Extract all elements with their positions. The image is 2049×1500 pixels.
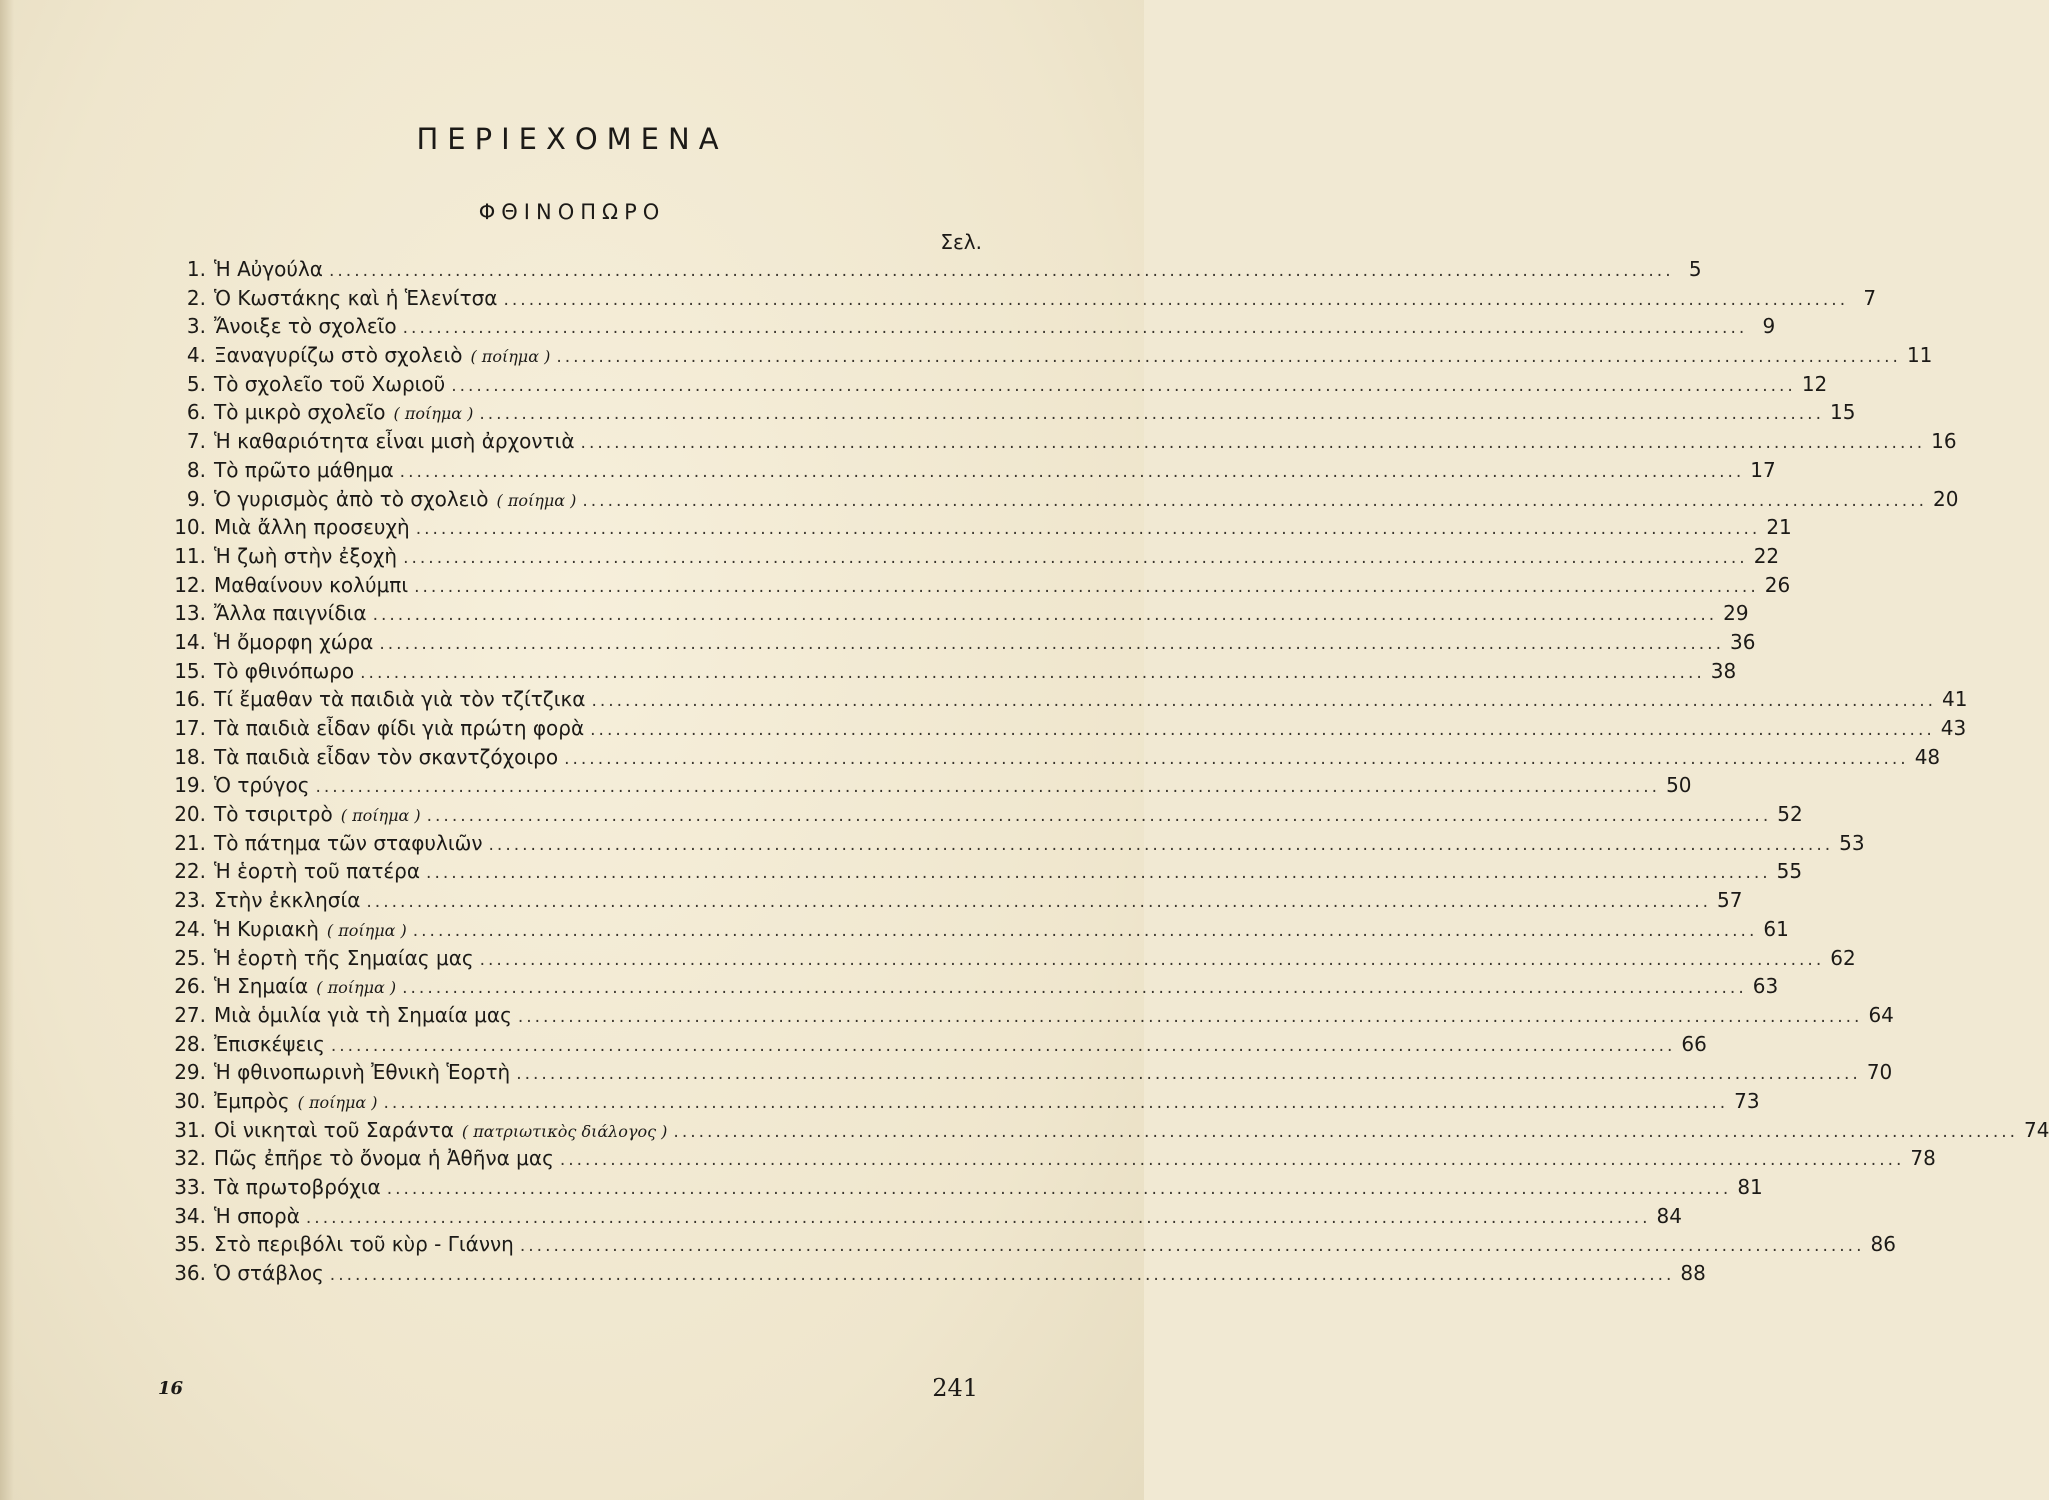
entry-title: Ἄλλα παιγνίδια xyxy=(214,601,367,626)
entry-title: Ἄνοιξε τὸ σχολεῖο xyxy=(214,314,397,339)
entry-note: ( πατριωτικὸς διάλογος ) xyxy=(461,1121,668,1141)
page-binding-edge xyxy=(0,0,14,1500)
entry-number: 20. xyxy=(174,802,206,827)
entry-title: Τί ἔμαθαν τὰ παιδιὰ γιὰ τὸν τζίτζικα xyxy=(214,687,586,712)
toc-entry xyxy=(150,915,1789,944)
entry-page: 64 xyxy=(1868,1002,1894,1027)
entry-title: Ἡ ἑορτὴ τοῦ πατέρα xyxy=(214,859,421,884)
entry-page: 16 xyxy=(1931,429,1957,454)
toc-entry xyxy=(150,714,1967,743)
toc-entry xyxy=(150,628,1756,657)
entry-title: Ἡ Κυριακὴ xyxy=(214,916,319,941)
entry-title: Ἡ ἑορτὴ τῆς Σημαίας μας xyxy=(214,945,474,970)
entry-note: ( ποίημα ) xyxy=(326,920,407,940)
dot-leader: ................................................................................................................................................................ xyxy=(517,1006,1863,1027)
dot-leader: ................................................................................................................................................................ xyxy=(403,547,1748,568)
dot-leader: ................................................................................................................................................................ xyxy=(412,920,1758,941)
entry-page: 36 xyxy=(1729,629,1756,654)
dot-leader: ................................................................................................................................................................ xyxy=(399,461,1745,482)
entry-title: Τὰ πρωτοβρόχια xyxy=(214,1175,381,1199)
page-title: ΠΕΡΙΕΧΟΜΕΝΑ xyxy=(416,122,728,156)
dot-leader: ................................................................................................................................................................ xyxy=(330,1035,1676,1056)
entry-number: 29. xyxy=(174,1060,206,1085)
entry-number: 17. xyxy=(174,716,206,740)
entry-number: 4. xyxy=(186,343,206,368)
entry-page: 26 xyxy=(1764,572,1791,597)
entry-number: 24. xyxy=(174,916,206,941)
toc-entry xyxy=(150,485,1959,514)
entry-number: 13. xyxy=(174,601,206,626)
dot-leader: ................................................................................................................................................................ xyxy=(386,1179,1732,1199)
entry-page: 78 xyxy=(1910,1146,1936,1171)
entry-title: Ἐμπρὸς xyxy=(214,1088,290,1113)
entry-note: ( ποίημα ) xyxy=(393,404,474,424)
toc-entry xyxy=(150,255,1702,284)
entry-number: 28. xyxy=(174,1031,206,1056)
entry-number: 7. xyxy=(186,429,206,454)
entry-title: Ἡ καθαριότητα εἶναι μισὴ ἀρχοντιὰ xyxy=(214,429,575,454)
entry-page: 9 xyxy=(1762,314,1776,339)
dot-leader: ................................................................................................................................................................ xyxy=(516,1064,1861,1085)
dot-leader: ................................................................................................................................................................ xyxy=(379,633,1724,654)
toc-entry xyxy=(150,1030,1707,1059)
entry-page: 84 xyxy=(1656,1203,1682,1228)
entry-title: Ἡ φθινοπωρινὴ Ἐθνικὴ Ἑορτὴ xyxy=(214,1060,511,1085)
toc-entry xyxy=(150,341,1933,370)
entry-page: 86 xyxy=(1870,1232,1896,1257)
entry-number: 6. xyxy=(186,400,206,425)
entry-note: ( ποίημα ) xyxy=(496,490,577,510)
entry-number: 5. xyxy=(186,371,206,396)
dot-leader: ................................................................................................................................................................ xyxy=(591,691,1937,712)
entry-number: 14. xyxy=(174,629,206,654)
toc-entry xyxy=(150,829,1865,858)
toc-entry xyxy=(150,284,1877,313)
entry-title: Τὸ φθινόπωρο xyxy=(214,658,355,683)
toc-entry xyxy=(150,370,1828,399)
toc-entry xyxy=(150,456,1776,485)
dot-leader: ................................................................................................................................................................ xyxy=(519,1236,1865,1257)
entry-page: 21 xyxy=(1766,515,1792,540)
entry-number: 27. xyxy=(174,1002,206,1027)
dot-leader: ................................................................................................................................................................ xyxy=(582,490,1927,511)
entry-title: Ἐπισκέψεις xyxy=(214,1031,325,1056)
toc-entry xyxy=(150,685,1968,714)
toc-entry xyxy=(150,1001,1894,1030)
entry-page: 73 xyxy=(1734,1088,1760,1113)
entry-title: Μαθαίνουν κολύμπι xyxy=(214,572,409,597)
dot-leader: ................................................................................................................................................................ xyxy=(366,892,1712,913)
entry-number: 18. xyxy=(174,744,206,769)
entry-title: Τὸ πάτημα τῶν σταφυλιῶν xyxy=(214,830,483,855)
toc-entry xyxy=(150,542,1780,571)
toc-entry xyxy=(150,886,1743,915)
entry-title: Τὰ παιδιὰ εἶδαν φίδι γιὰ πρώτη φορὰ xyxy=(214,716,585,740)
dot-leader: ................................................................................................................................................................ xyxy=(673,1121,2019,1142)
entry-page: 52 xyxy=(1777,802,1803,827)
toc-entry xyxy=(150,513,1792,542)
entry-number: 12. xyxy=(174,572,206,597)
toc-entry xyxy=(150,571,1791,600)
dot-leader: ................................................................................................................................................................ xyxy=(479,949,1825,970)
toc-entry xyxy=(150,1202,1682,1231)
entry-page: 43 xyxy=(1940,716,1967,740)
entry-title: Τὰ παιδιὰ εἶδαν τὸν σκαντζόχοιρο xyxy=(214,744,559,769)
entry-page: 63 xyxy=(1752,974,1779,999)
dot-leader: ................................................................................................................................................................ xyxy=(559,1150,1905,1171)
entry-title: Οἱ νικηταὶ τοῦ Σαράντα xyxy=(214,1117,454,1142)
entry-title: Ἡ ὄμορφη χώρα xyxy=(214,629,374,654)
entry-page: 88 xyxy=(1680,1261,1706,1286)
toc-entry xyxy=(150,1144,1936,1173)
dot-leader: ................................................................................................................................................................ xyxy=(315,777,1661,798)
toc-entry xyxy=(150,1058,1893,1087)
page-number: 241 xyxy=(932,1374,978,1402)
toc-entry xyxy=(150,743,1941,772)
entry-number: 16. xyxy=(174,687,206,712)
dot-leader: ................................................................................................................................................................ xyxy=(360,662,1705,683)
entry-number: 22. xyxy=(174,859,206,884)
toc-entry xyxy=(150,1087,1760,1116)
dot-leader: ................................................................................................................................................................ xyxy=(328,261,1674,281)
entry-title: Στὸ περιβόλι τοῦ κὺρ - Γιάννη xyxy=(214,1232,514,1257)
entry-page: 17 xyxy=(1750,457,1776,482)
entry-page: 61 xyxy=(1763,916,1789,941)
entry-number: 19. xyxy=(174,773,206,798)
dot-leader: ................................................................................................................................................................ xyxy=(426,863,1771,884)
dot-leader: ................................................................................................................................................................ xyxy=(414,576,1759,597)
signature-mark: 16 xyxy=(158,1378,184,1399)
dot-leader: ................................................................................................................................................................ xyxy=(451,375,1796,396)
entry-page: 74 xyxy=(2024,1117,2049,1142)
entry-number: 2. xyxy=(186,285,206,310)
dot-leader: ................................................................................................................................................................ xyxy=(415,519,1761,540)
dot-leader: ................................................................................................................................................................ xyxy=(479,404,1824,425)
toc-entry xyxy=(150,1230,1896,1259)
entry-number: 15. xyxy=(174,658,206,683)
entry-title: Ὁ τρύγος xyxy=(214,773,310,798)
entry-note: ( ποίημα ) xyxy=(316,978,397,998)
toc-entry xyxy=(150,771,1692,800)
entry-page: 81 xyxy=(1737,1175,1763,1199)
entry-page: 57 xyxy=(1717,888,1743,913)
entry-number: 33. xyxy=(174,1175,206,1199)
toc-entry xyxy=(150,427,1957,456)
entry-note: ( ποίημα ) xyxy=(340,806,421,826)
entry-title: Ξαναγυρίζω στὸ σχολειὸ xyxy=(214,343,463,368)
dot-leader: ................................................................................................................................................................ xyxy=(305,1207,1651,1228)
entry-number: 11. xyxy=(174,543,206,568)
entry-title: Ἡ Αὐγούλα xyxy=(214,257,323,281)
entry-page: 5 xyxy=(1688,257,1702,281)
dot-leader: ................................................................................................................................................................ xyxy=(402,978,1747,999)
entry-page: 41 xyxy=(1942,687,1968,712)
entry-page: 11 xyxy=(1906,343,1933,368)
entry-title: Ὁ γυρισμὸς ἀπὸ τὸ σχολειὸ xyxy=(214,486,489,511)
entry-number: 32. xyxy=(174,1146,206,1171)
dot-leader: ................................................................................................................................................................ xyxy=(590,720,1935,740)
entry-number: 1. xyxy=(186,257,206,281)
toc-entry xyxy=(150,800,1803,829)
entry-page: 29 xyxy=(1723,601,1749,626)
dot-leader: ................................................................................................................................................................ xyxy=(580,433,1926,454)
entry-number: 3. xyxy=(186,314,206,339)
entry-number: 21. xyxy=(174,830,206,855)
entry-title: Πῶς ἐπῆρε τὸ ὄνομα ἡ Ἀθῆνα μας xyxy=(214,1146,554,1171)
entry-number: 31. xyxy=(174,1117,206,1142)
entry-page: 12 xyxy=(1801,371,1828,396)
toc-entry xyxy=(150,857,1803,886)
toc-entry xyxy=(150,972,1779,1001)
dot-leader: ................................................................................................................................................................ xyxy=(488,834,1834,855)
entry-number: 34. xyxy=(174,1203,206,1228)
page-column-label: Σελ. xyxy=(940,230,982,254)
entry-page: 50 xyxy=(1666,773,1692,798)
dot-leader: ................................................................................................................................................................ xyxy=(329,1265,1675,1286)
table-of-contents xyxy=(150,255,2049,1288)
entry-title: Ἡ σπορὰ xyxy=(214,1203,300,1228)
entry-number: 8. xyxy=(186,457,206,482)
entry-title: Ὁ στάβλος xyxy=(214,1261,324,1286)
dot-leader: ................................................................................................................................................................ xyxy=(372,605,1718,626)
entry-page: 53 xyxy=(1839,830,1865,855)
entry-page: 48 xyxy=(1914,744,1941,769)
dot-leader: ................................................................................................................................................................ xyxy=(564,748,1909,769)
entry-page: 55 xyxy=(1776,859,1803,884)
dot-leader: ................................................................................................................................................................ xyxy=(503,289,1849,310)
entry-note: ( ποίημα ) xyxy=(297,1092,378,1112)
entry-title: Μιὰ ἄλλη προσευχὴ xyxy=(214,515,410,540)
dot-leader: ................................................................................................................................................................ xyxy=(556,347,1901,368)
dot-leader: ................................................................................................................................................................ xyxy=(402,318,1748,339)
entry-title: Τὸ πρῶτο μάθημα xyxy=(214,457,394,482)
entry-page: 15 xyxy=(1829,400,1856,425)
dot-leader: ................................................................................................................................................................ xyxy=(383,1092,1729,1113)
entry-title: Μιὰ ὁμιλία γιὰ τὴ Σημαία μας xyxy=(214,1002,512,1027)
entry-title: Τὸ τσιριτρὸ xyxy=(214,802,333,827)
entry-number: 35. xyxy=(174,1232,206,1257)
entry-title: Τὸ σχολεῖο τοῦ Χωριοῦ xyxy=(214,371,446,396)
toc-entry xyxy=(150,1259,1706,1288)
entry-number: 10. xyxy=(174,515,206,540)
entry-number: 23. xyxy=(174,888,206,913)
entry-title: Τὸ μικρὸ σχολεῖο xyxy=(214,400,386,425)
entry-page: 62 xyxy=(1830,945,1856,970)
entry-title: Ἡ ζωὴ στὴν ἐξοχὴ xyxy=(214,543,398,568)
entry-title: Στὴν ἐκκλησία xyxy=(214,888,361,913)
entry-page: 70 xyxy=(1866,1060,1893,1085)
toc-entry xyxy=(150,657,1737,686)
entry-page: 22 xyxy=(1753,543,1780,568)
entry-number: 26. xyxy=(174,974,206,999)
toc-entry xyxy=(150,1173,1763,1202)
entry-number: 9. xyxy=(186,486,206,511)
entry-title: Ἡ Σημαία xyxy=(214,974,309,999)
entry-page: 20 xyxy=(1932,486,1959,511)
section-heading: ΦΘΙΝΟΠΩΡΟ xyxy=(478,200,666,224)
entry-title: Ὁ Κωστάκης καὶ ἡ Ἑλενίτσα xyxy=(214,285,498,310)
toc-entry xyxy=(150,398,1856,427)
toc-entry xyxy=(150,312,1776,341)
entry-page: 38 xyxy=(1710,658,1737,683)
entry-page: 7 xyxy=(1863,285,1877,310)
entry-number: 36. xyxy=(174,1261,206,1286)
entry-note: ( ποίημα ) xyxy=(470,347,551,367)
dot-leader: ................................................................................................................................................................ xyxy=(426,806,1772,827)
entry-page: 66 xyxy=(1681,1031,1707,1056)
toc-entry xyxy=(150,1116,2049,1145)
entry-number: 30. xyxy=(174,1088,206,1113)
toc-entry xyxy=(150,944,1856,973)
entry-number: 25. xyxy=(174,945,206,970)
toc-entry xyxy=(150,599,1749,628)
